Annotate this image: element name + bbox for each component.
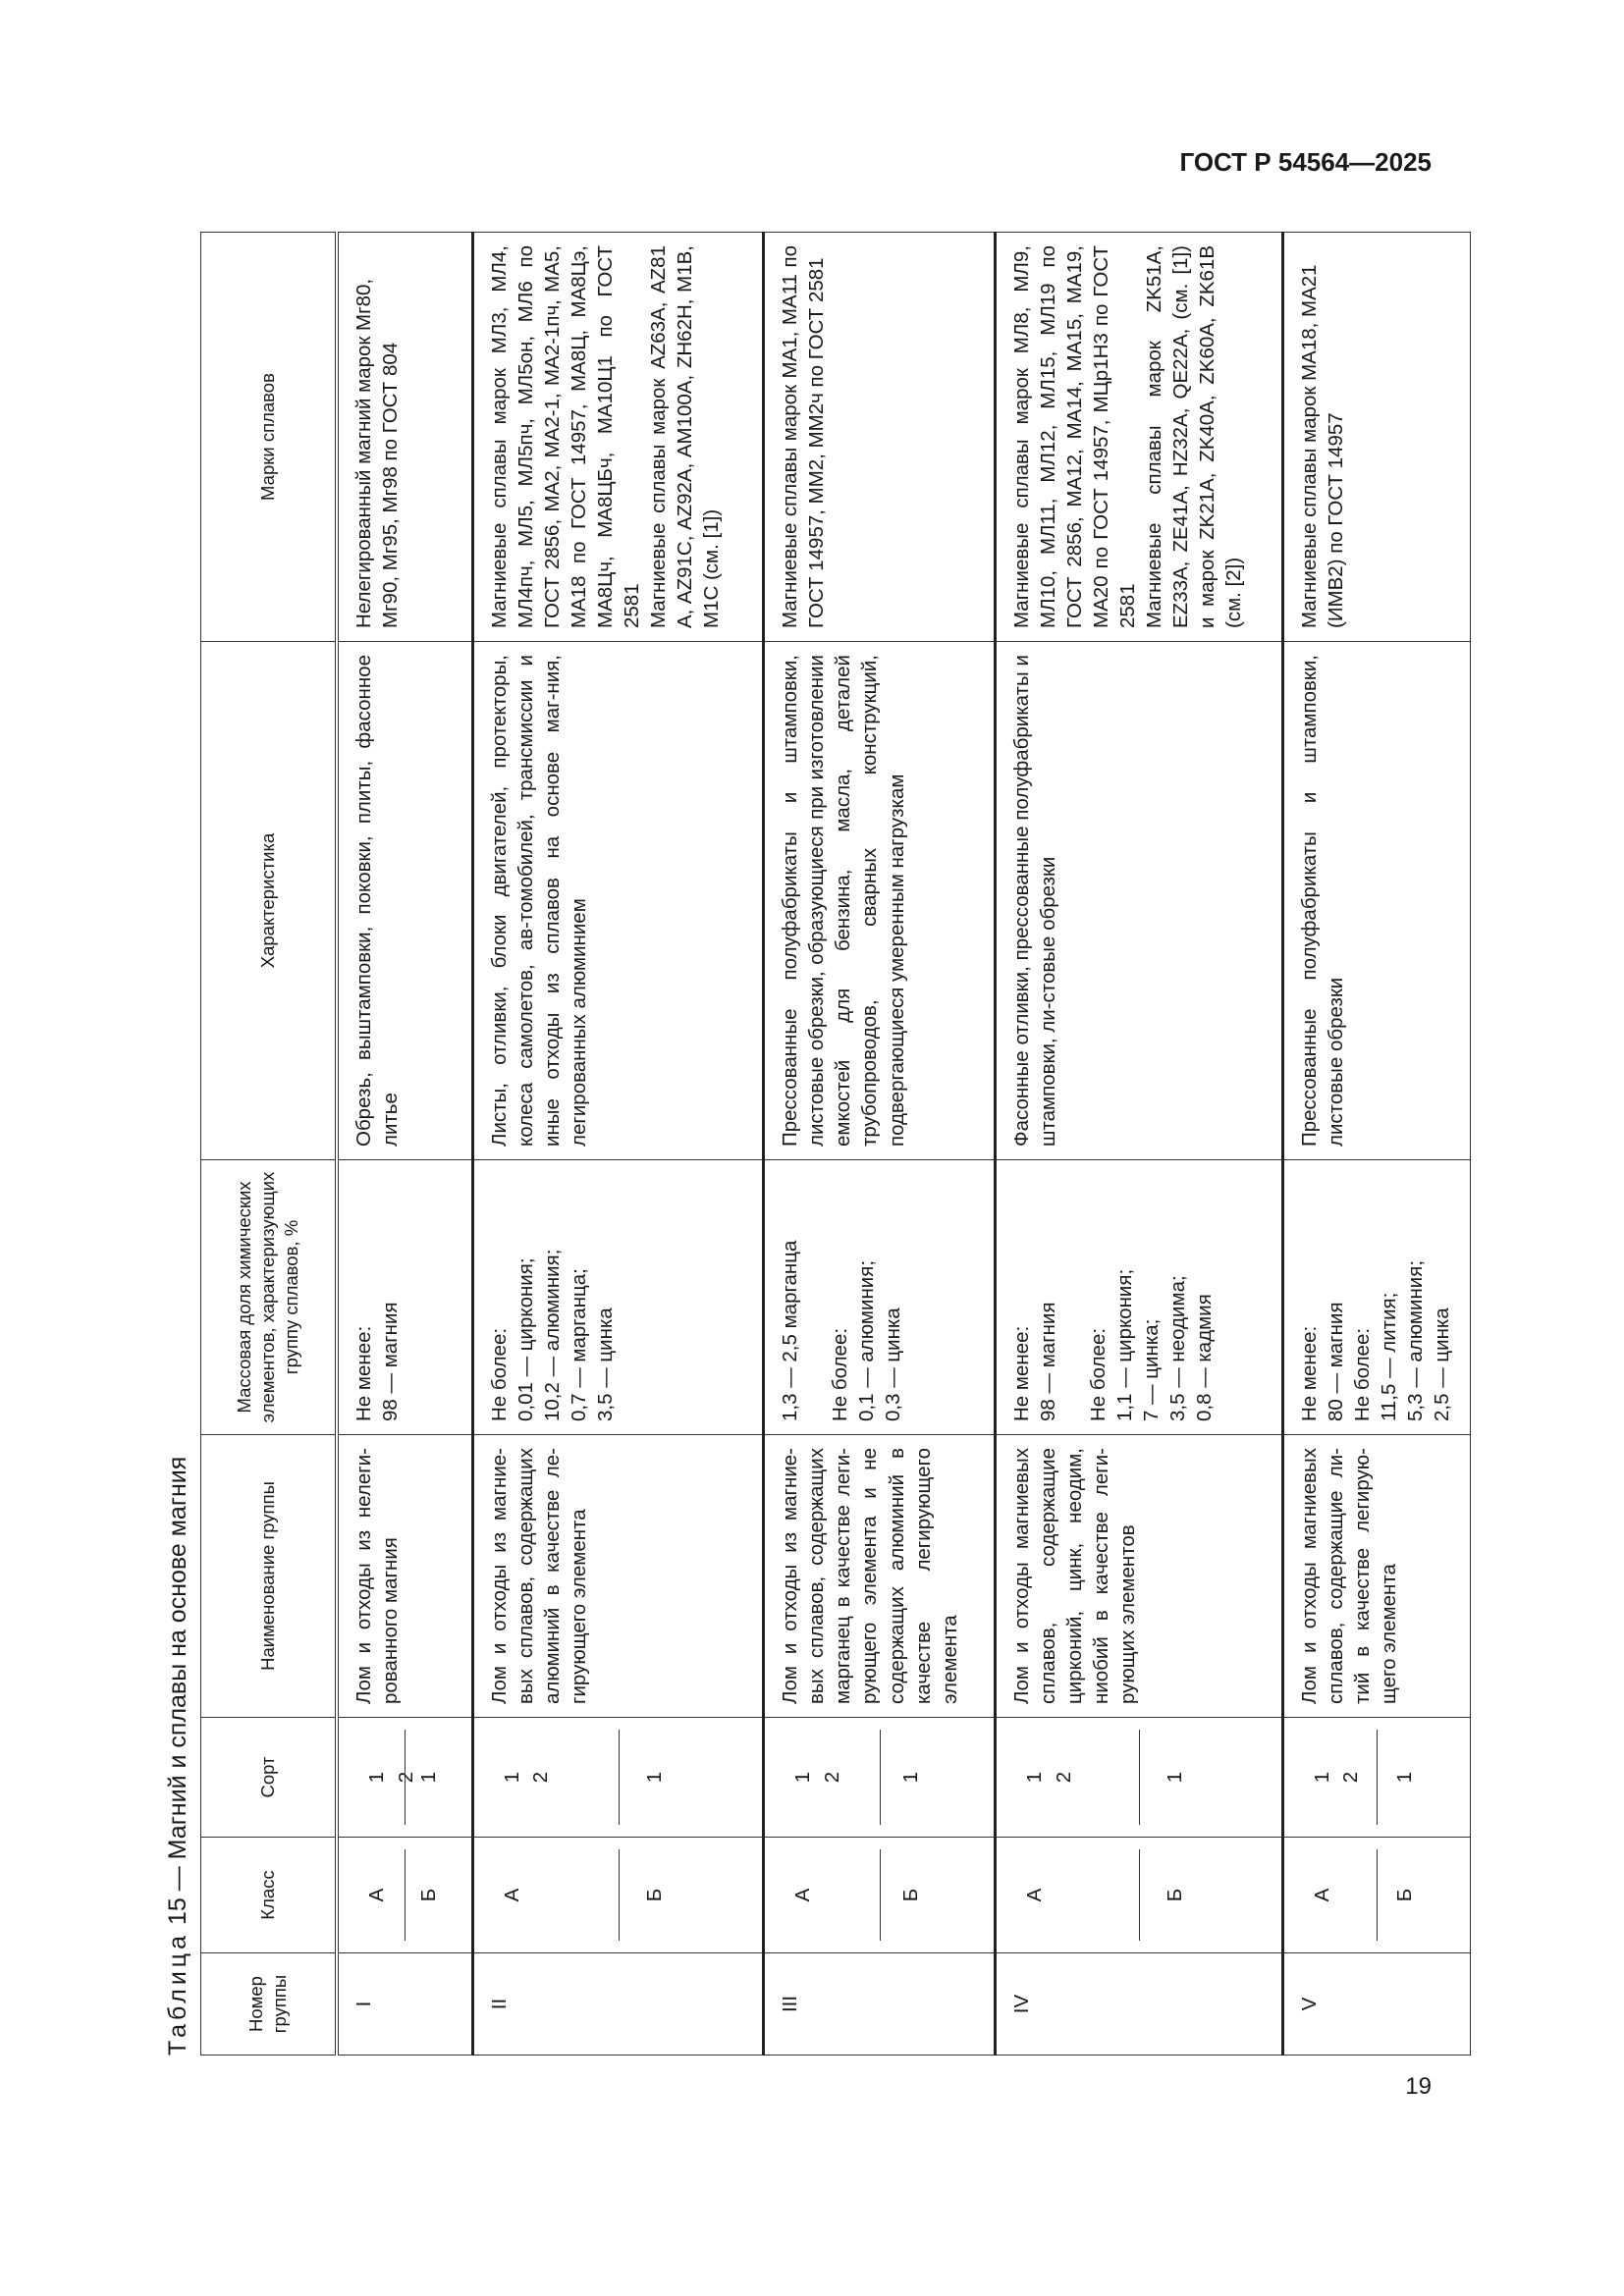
- table-row: [337, 233, 472, 2056]
- class-b: Б: [1393, 1888, 1417, 1902]
- sort-cell: [1282, 1718, 1470, 1838]
- class-cell: [1282, 1838, 1470, 1953]
- characteristic-cell: Обрезь, выштамповки, поковки, плиты, фасонное литье: [337, 642, 472, 1160]
- sort-cell: [764, 1718, 996, 1838]
- rotated-table-block: [155, 232, 1453, 2056]
- table-row: [764, 233, 996, 2056]
- class-b: Б: [1164, 1888, 1187, 1902]
- group-name-cell: Лом и отходы из магние-вых сплавов, содержащих алюминий в качестве ле-гирующего элемента: [472, 1435, 764, 1718]
- table-row: [1282, 233, 1470, 2056]
- characteristic-cell: Фасонные отливки, прессованные полуфабрикаты и штамповки, ли-стовые обрезки: [996, 642, 1283, 1160]
- sort-cell: [472, 1718, 764, 1838]
- table-row: [996, 233, 1283, 2056]
- group-name-cell: Лом и отходы магниевых сплавов, содержащие ли-тий в качестве легирую-щего элемента: [1282, 1435, 1470, 1718]
- sort-cell: [996, 1718, 1283, 1838]
- mass-fraction-block: Не более: 0,01 — циркония; 10,2 — алюминия; 0,7 — марганца; 3,5 — цинка: [487, 1249, 617, 1421]
- group-number-cell: III: [764, 1953, 996, 2056]
- document-code: ГОСТ Р 54564—2025: [1179, 147, 1432, 177]
- class-b: Б: [417, 1888, 441, 1902]
- group-number-cell: I: [337, 1953, 472, 2056]
- sort-a: 1 2: [1310, 1771, 1363, 1784]
- sort-a: 1 2: [1023, 1771, 1075, 1784]
- table-row: [472, 233, 764, 2056]
- header-sort: Сорт: [201, 1718, 338, 1838]
- header-alloy-grades: Марки сплавов: [201, 233, 338, 642]
- mass-fraction-block: Не менее: 98 — магния: [1010, 1302, 1060, 1421]
- sort-b: 1: [899, 1771, 923, 1784]
- mass-fraction-cell: [996, 1160, 1283, 1435]
- sort-b: 1: [1393, 1771, 1417, 1784]
- sort-a: 1 2: [365, 1771, 417, 1784]
- group-number-cell: V: [1282, 1953, 1470, 2056]
- mass-fraction-cell: [1282, 1160, 1470, 1435]
- sort-a: 1 2: [791, 1771, 844, 1784]
- table-caption-prefix: Таблица: [164, 1931, 191, 2056]
- sort-cell: [337, 1718, 472, 1838]
- class-cell: [472, 1838, 764, 1953]
- class-cell: [996, 1838, 1283, 1953]
- group-number-cell: IV: [996, 1953, 1283, 2056]
- class-a: А: [365, 1888, 388, 1902]
- mass-fraction-block: 1,3 — 2,5 марганца: [779, 1240, 802, 1421]
- mass-fraction-block: Не более: 1,1 — циркония; 7 — цинка; 3,5 — неодима; 0,8 — кадмия: [1087, 1268, 1217, 1421]
- characteristic-cell: Листы, отливки, блоки двигателей, протекторы, колеса самолетов, ав-томобилей, трансмиссии и иные отходы из сплавов на основе маг-ния, легированных алюминием: [472, 642, 764, 1160]
- group-name-cell: Лом и отходы из нелеги-рованного магния: [337, 1435, 472, 1718]
- table-caption: [155, 1457, 200, 2056]
- class-a: А: [1310, 1888, 1333, 1902]
- page-number: 19: [1405, 2073, 1432, 2100]
- class-a: А: [1023, 1888, 1047, 1902]
- magnesium-alloys-table: [200, 232, 1471, 2056]
- header-class: Класс: [201, 1838, 338, 1953]
- alloy-grades-cell: Магниевые сплавы марок МЛ3, МЛ4, МЛ4пч, МЛ5, МЛ5пч, МЛ5он, МЛ6 по ГОСТ 2856, МА2, МА2-1, МА2-1пч, МА5, МА18 по ГОСТ 14957, МА8Ц, МА8Цэ, МА8Цч, МА8ЦБч, МА10Ц1 по ГОСТ 2581 Магниевые сплавы марок AZ63A, AZ81 A, AZ91C, AZ92A, AM100A, ZH62H, M1B, M1C (см. [1]): [472, 233, 764, 642]
- alloy-grades-cell: Нелегированный магний марок Мг80, Мг90, Мг95, Мг98 по ГОСТ 804: [337, 233, 472, 642]
- sort-b: 1: [417, 1771, 441, 1784]
- characteristic-cell: Прессованные полуфабрикаты и штамповки, листовые обрезки, образующиеся при изготовлении емкостей для бензина, масла, деталей трубопроводов, сварных конструкций, подвергающиеся умеренным нагрузкам: [764, 642, 996, 1160]
- header-group-name: Наименование группы: [201, 1435, 338, 1718]
- class-b: Б: [899, 1888, 923, 1902]
- mass-fraction-cell: [472, 1160, 764, 1435]
- mass-fraction-cell: [337, 1160, 472, 1435]
- alloy-grades-cell: Магниевые сплавы марок МА18, МА21 (ИМВ2) по ГОСТ 14957: [1282, 233, 1470, 642]
- mass-fraction-block: Не более: 0,1 — алюминия; 0,3 — цинка: [829, 1259, 905, 1421]
- alloy-grades-cell: Магниевые сплавы марок МА1, МА11 по ГОСТ 14957, ММ2, ММ2ч по ГОСТ 2581: [764, 233, 996, 642]
- mass-fraction-block: Не менее: 80 — магния Не более: 11,5 — лития; 5,3 — алюминия; 2,5 — цинка: [1297, 1259, 1453, 1421]
- header-characteristic: Характеристика: [201, 642, 338, 1160]
- class-cell: [337, 1838, 472, 1953]
- characteristic-cell: Прессованные полуфабрикаты и штамповки, листовые обрезки: [1282, 642, 1470, 1160]
- class-a: А: [500, 1888, 523, 1902]
- class-a: А: [791, 1888, 815, 1902]
- mass-fraction-block: Не менее: 98 — магния: [352, 1302, 403, 1421]
- group-name-cell: Лом и отходы магниевых сплавов, содержащие цирконий, цинк, неодим, ниобий в качестве леги-рующих элементов: [996, 1435, 1283, 1718]
- table-caption-text: 15 — Магний и сплавы на основе магния: [164, 1456, 191, 1926]
- sort-b: 1: [643, 1771, 666, 1784]
- header-mass-fraction: Массовая доля химических элементов, характеризующих группу сплавов, %: [201, 1160, 338, 1435]
- group-name-cell: Лом и отходы из магние-вых сплавов, содержащих марганец в качестве леги-рующего элемента и не содержащих алюминий в качестве легирующего элемента: [764, 1435, 996, 1718]
- sort-b: 1: [1164, 1771, 1187, 1784]
- sort-a: 1 2: [500, 1771, 553, 1784]
- group-number-cell: II: [472, 1953, 764, 2056]
- table-header-row: [201, 233, 338, 2056]
- alloy-grades-cell: Магниевые сплавы марок МЛ8, МЛ9, МЛ10, МЛ11, МЛ12, МЛ15, МЛ19 по ГОСТ 2856, МА12, МА14, МА15, МА19, МА20 по ГОСТ 14957, МЦр1Н3 по ГОСТ 2581 Магниевые сплавы марок ZK51A, EZ33A, ZE41A, HZ32A, QE22A, (см. [1]) и марок ZK21A, ZK40A, ZK60A, ZK61B (см. [2]): [996, 233, 1283, 642]
- header-group-number: Номер группы: [201, 1953, 338, 2056]
- class-b: Б: [643, 1888, 666, 1902]
- class-cell: [764, 1838, 996, 1953]
- mass-fraction-cell: [764, 1160, 996, 1435]
